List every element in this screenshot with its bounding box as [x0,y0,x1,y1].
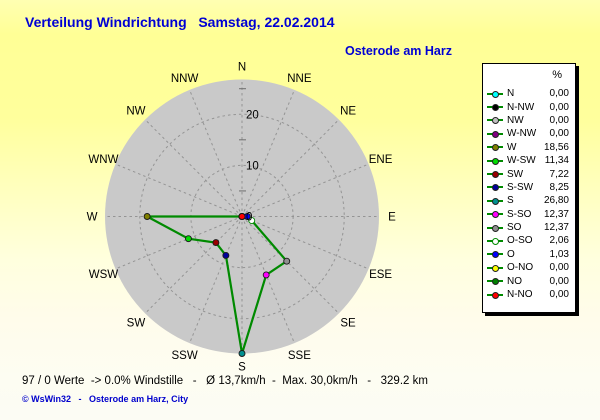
legend-row [487,261,569,274]
legend-value: 26,80 [543,195,569,207]
copyright-line: © WsWin32 - Osterode am Harz, City [22,394,189,404]
legend-marker-dot [492,265,499,272]
compass-label-nne: NNE [287,72,312,85]
legend-label: SW [507,168,524,180]
legend-marker-dot [492,198,499,205]
legend-marker-dot [492,225,499,232]
compass-label-ene: ENE [368,154,393,167]
legend-row [487,274,569,287]
data-point-s-sw [223,252,229,258]
legend-header-percent: % [552,69,562,81]
legend-value: 0,00 [549,101,569,113]
data-point-w [144,214,150,220]
legend-marker-dot [492,104,499,111]
legend-row [487,141,569,154]
legend-value: 11,34 [544,155,569,167]
compass-label-sw: SW [126,317,146,330]
legend-marker-dot [492,292,499,299]
legend-marker-dot [492,144,499,151]
legend-value: 18,56 [543,141,569,153]
legend-marker [487,264,503,272]
legend-value: 12,37 [543,208,569,220]
legend-label: O-NO [507,262,534,274]
legend-label: N-NW [507,101,535,113]
legend-value: 2,06 [549,235,569,247]
legend-marker-dot [492,184,499,191]
legend-row [487,100,569,113]
legend-marker-dot [492,171,499,178]
data-point-n-no [239,214,245,220]
legend-box [482,63,576,313]
compass-label-e: E [388,211,396,224]
legend-marker-dot [492,251,499,258]
legend-marker-dot [492,117,499,124]
legend-label: N-NO [507,289,533,301]
legend-label: NW [507,114,524,126]
legend-row [487,167,569,180]
stats-line: 97 / 0 Werte -> 0.0% Windstille - Ø 13,7km/h - Max. 30,0km/h - 329.2 km [22,375,428,387]
legend-marker [487,210,503,218]
legend-value: 0,00 [549,275,569,287]
legend-row [487,154,569,167]
compass-label-wsw: WSW [88,268,119,281]
legend-marker [487,237,503,245]
legend-row [487,87,569,100]
legend-marker-dot [492,131,499,138]
legend-marker [487,170,503,178]
compass-label-n: N [237,61,247,74]
legend-row [487,127,569,140]
legend-label: W [507,141,517,153]
compass-label-se: SE [340,317,356,330]
legend-label: N [507,88,515,100]
legend-value: 0,00 [549,128,569,140]
legend-marker [487,224,503,232]
legend-value: 7,22 [549,168,569,180]
data-point-s-so [263,272,269,278]
legend-row [487,114,569,127]
legend-label: O-SO [507,235,533,247]
legend-marker [487,277,503,285]
legend-marker-dot [492,238,499,245]
legend-label: S-SW [507,181,534,193]
compass-label-ne: NE [340,105,357,118]
legend-value: 1,03 [549,248,569,260]
data-point-so [284,258,290,264]
legend-marker [487,130,503,138]
legend-value: 8,25 [549,181,569,193]
legend-label: S-SO [507,208,532,220]
legend-marker-dot [492,211,499,218]
data-point-w-sw [185,236,191,242]
compass-label-wnw: WNW [88,154,119,167]
axis-label: 20 [246,109,259,122]
legend-marker [487,197,503,205]
legend-marker [487,143,503,151]
compass-label-nw: NW [126,105,146,118]
axis-label-zero: 0 [246,211,253,224]
data-point-s [239,351,245,357]
legend-label: S [507,195,514,207]
compass-label-w: W [86,211,98,224]
legend-label: NO [507,275,522,287]
compass-label-ese: ESE [369,268,393,281]
axis-label: 10 [246,160,259,173]
legend-marker-dot [492,158,499,165]
legend-row [487,194,569,207]
legend-row [487,234,569,247]
legend-row [487,288,569,301]
legend-marker-dot [492,91,499,98]
legend-row [487,221,569,234]
compass-label-nnw: NNW [170,72,199,85]
compass-label-s: S [238,361,246,374]
legend-marker [487,90,503,98]
legend-row [487,181,569,194]
legend-marker [487,250,503,258]
legend-label: O [507,248,515,260]
legend-marker [487,116,503,124]
legend-value: 0,00 [549,88,569,100]
legend-marker [487,157,503,165]
legend-rows [487,87,569,301]
legend-label: W-NW [507,128,537,140]
legend-row [487,248,569,261]
compass-label-ssw: SSW [171,350,198,363]
legend-row [487,208,569,221]
compass-label-sse: SSE [287,350,311,363]
legend-marker [487,291,503,299]
data-point-sw [213,240,219,246]
legend-marker-dot [492,278,499,285]
legend-label: SO [507,222,522,234]
legend-value: 0,00 [549,114,569,126]
legend-value: 0,00 [549,289,569,301]
legend-label: W-SW [507,155,536,167]
legend-marker [487,183,503,191]
legend-value: 12,37 [543,222,569,234]
chart-title: Verteilung Windrichtung Samstag, 22.02.2014 [25,14,335,30]
legend-marker [487,103,503,111]
station-name: Osterode am Harz [345,44,452,58]
legend-value: 0,00 [549,262,569,274]
